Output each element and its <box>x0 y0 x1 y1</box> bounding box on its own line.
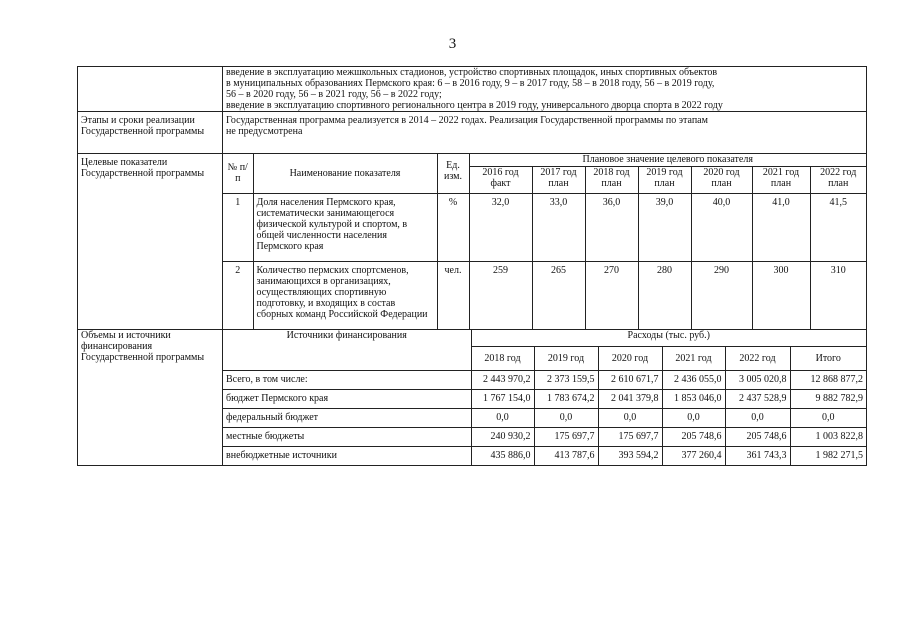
finance-label: Объемы и источники финансирования Государственной программы <box>78 330 223 466</box>
finance-total-header: Итого <box>790 346 866 370</box>
header-name: Наименование показателя <box>253 154 437 193</box>
stages-text-line: не предусмотрена <box>226 126 303 137</box>
finance-value: 205 748,6 <box>725 427 790 446</box>
finance-value: 413 787,6 <box>534 446 598 465</box>
finance-value: 1 982 271,5 <box>790 446 866 465</box>
target-value: 290 <box>691 261 752 329</box>
finance-value: 1 783 674,2 <box>534 389 598 408</box>
target-value: 39,0 <box>638 193 691 261</box>
finance-value: 240 930,2 <box>471 427 534 446</box>
target-value: 36,0 <box>585 193 638 261</box>
finance-source: Всего, в том числе: <box>223 370 471 389</box>
finance-value: 435 886,0 <box>471 446 534 465</box>
finance-value: 2 436 055,0 <box>662 370 725 389</box>
finance-value: 1 853 046,0 <box>662 389 725 408</box>
target-unit: % <box>437 193 469 261</box>
target-year-2021: 2021 год план <box>752 166 810 193</box>
intro-label-cell <box>78 67 223 112</box>
header-unit: Ед. изм. <box>437 154 469 193</box>
target-name: Количество пермских спортсменов, занимающихся в организациях, осуществляющих спортивную подготовку, и входящих в состав сборных команд Российской Федерации <box>253 261 437 329</box>
header-expenses: Расходы (тыс. руб.) <box>471 330 866 346</box>
finance-row-local <box>223 427 866 446</box>
intro-text-cell <box>223 67 867 112</box>
finance-value: 2 041 379,8 <box>598 389 662 408</box>
finance-value: 175 697,7 <box>534 427 598 446</box>
finance-year-2021: 2021 год <box>662 346 725 370</box>
finance-value: 2 443 970,2 <box>471 370 534 389</box>
target-row <box>223 193 866 261</box>
finance-value: 1 003 822,8 <box>790 427 866 446</box>
finance-value: 2 373 159,5 <box>534 370 598 389</box>
target-value: 280 <box>638 261 691 329</box>
finance-value: 361 743,3 <box>725 446 790 465</box>
finance-year-2018: 2018 год <box>471 346 534 370</box>
finance-year-2022: 2022 год <box>725 346 790 370</box>
stages-text-line: Государственная программа реализуется в 2014 – 2022 годах. Реализация Государственной программы по этапам <box>226 115 708 126</box>
target-value: 40,0 <box>691 193 752 261</box>
finance-value: 393 594,2 <box>598 446 662 465</box>
targets-table <box>223 154 866 329</box>
target-value: 41,0 <box>752 193 810 261</box>
target-year-2017: 2017 год план <box>532 166 585 193</box>
page-number: 3 <box>448 36 457 52</box>
target-row <box>223 261 866 329</box>
intro-line: введение в эксплуатацию межшкольных стадионов, устройство спортивных площадок, иных спортивных объектов <box>226 67 718 78</box>
finance-source: внебюджетные источники <box>223 446 471 465</box>
target-year-2022: 2022 год план <box>810 166 866 193</box>
finance-value: 377 260,4 <box>662 446 725 465</box>
target-value: 310 <box>810 261 866 329</box>
finance-source: бюджет Пермского края <box>223 389 471 408</box>
intro-line: 56 – в 2020 году, 56 – в 2021 году, 56 – в 2022 году; <box>226 89 442 100</box>
targets-label: Целевые показатели Государственной программы <box>78 154 223 330</box>
finance-value: 12 868 877,2 <box>790 370 866 389</box>
finance-value: 2 610 671,7 <box>598 370 662 389</box>
finance-value: 0,0 <box>662 408 725 427</box>
target-value: 300 <box>752 261 810 329</box>
targets-row <box>78 154 867 330</box>
target-num: 2 <box>223 261 253 329</box>
finance-value: 9 882 782,9 <box>790 389 866 408</box>
finance-value: 175 697,7 <box>598 427 662 446</box>
intro-line: в муниципальных образованиях Пермского края: 6 – в 2016 году, 9 – в 2017 году, 58 – в 2018 году, 56 – в 2019 году, <box>226 78 715 89</box>
target-year-2018: 2018 год план <box>585 166 638 193</box>
finance-table <box>223 330 866 465</box>
header-num: № п/п <box>223 154 253 193</box>
finance-value: 205 748,6 <box>662 427 725 446</box>
finance-row-regional <box>223 389 866 408</box>
stages-row <box>78 112 867 154</box>
finance-source: федеральный бюджет <box>223 408 471 427</box>
passport-table <box>77 66 867 466</box>
finance-value: 0,0 <box>534 408 598 427</box>
target-value: 41,5 <box>810 193 866 261</box>
target-value: 32,0 <box>469 193 532 261</box>
finance-row <box>78 330 867 466</box>
target-year-2020: 2020 год план <box>691 166 752 193</box>
finance-value: 0,0 <box>471 408 534 427</box>
target-value: 259 <box>469 261 532 329</box>
finance-row-total <box>223 370 866 389</box>
intro-line: введение в эксплуатацию спортивного регионального центра в 2019 году, универсального дворца спорта в 2022 году <box>226 100 723 111</box>
target-value: 33,0 <box>532 193 585 261</box>
finance-year-2019: 2019 год <box>534 346 598 370</box>
finance-year-2020: 2020 год <box>598 346 662 370</box>
finance-row-offbudget <box>223 446 866 465</box>
targets-cell <box>223 154 867 330</box>
stages-text <box>223 112 867 154</box>
finance-row-federal <box>223 408 866 427</box>
finance-cell <box>223 330 867 466</box>
finance-value: 1 767 154,0 <box>471 389 534 408</box>
target-name: Доля населения Пермского края, систематически занимающегося физической культурой и спортом, в общей численности населения Пермского края <box>253 193 437 261</box>
finance-value: 0,0 <box>598 408 662 427</box>
target-value: 265 <box>532 261 585 329</box>
target-num: 1 <box>223 193 253 261</box>
target-unit: чел. <box>437 261 469 329</box>
finance-value: 2 437 528,9 <box>725 389 790 408</box>
finance-source: местные бюджеты <box>223 427 471 446</box>
intro-row <box>78 67 867 112</box>
target-year-2019: 2019 год план <box>638 166 691 193</box>
target-value: 270 <box>585 261 638 329</box>
stages-label: Этапы и сроки реализации Государственной программы <box>78 112 223 154</box>
header-plan: Плановое значение целевого показателя <box>469 154 866 166</box>
target-year-2016: 2016 год факт <box>469 166 532 193</box>
finance-value: 3 005 020,8 <box>725 370 790 389</box>
finance-value: 0,0 <box>725 408 790 427</box>
finance-value: 0,0 <box>790 408 866 427</box>
header-sources: Источники финансирования <box>223 330 471 370</box>
